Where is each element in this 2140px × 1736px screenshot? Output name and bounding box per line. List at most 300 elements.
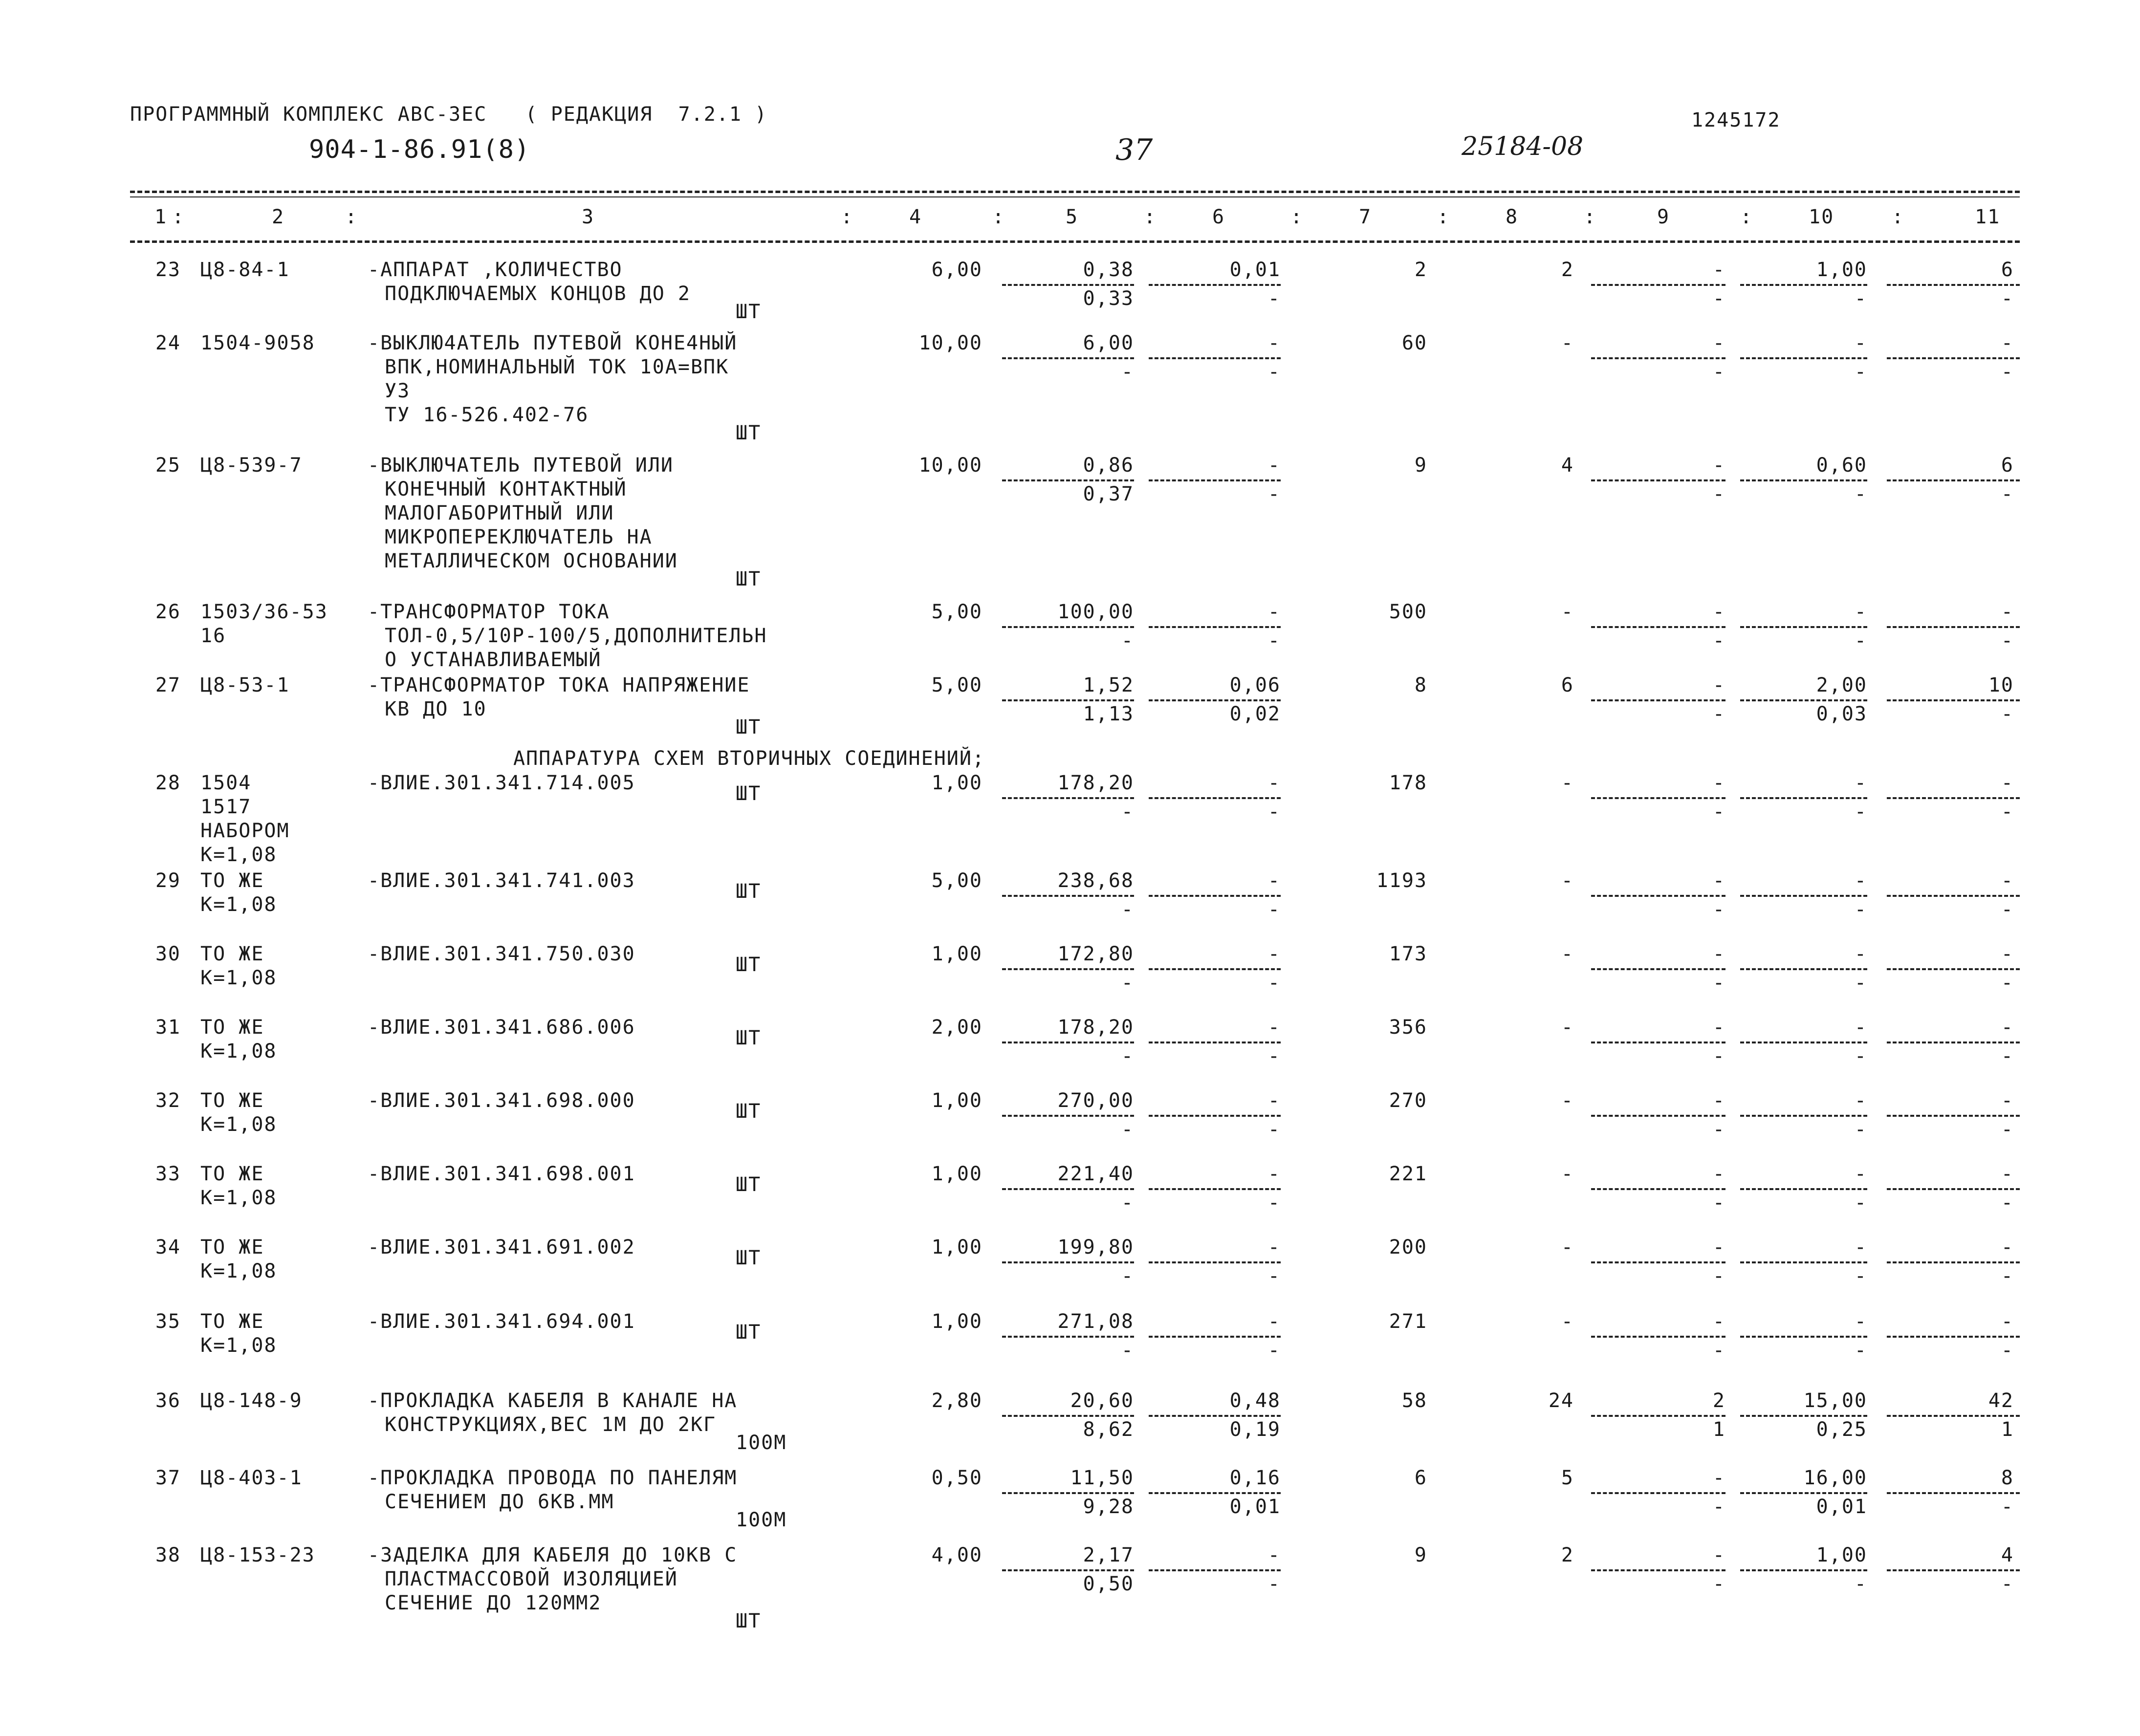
c6-divider [1149, 357, 1281, 359]
c6-divider [1149, 895, 1281, 897]
row-c9-bottom: - [1712, 703, 1725, 725]
c10-divider [1740, 1261, 1867, 1263]
row-c5-bottom: 0,50 [1083, 1573, 1134, 1595]
row-c7: 9 [1414, 1544, 1427, 1566]
c10-divider [1740, 1492, 1867, 1494]
row-c9-top: - [1712, 259, 1725, 281]
row-description: МИКРОПЕРЕКЛЮЧАТЕЛЬ НА [385, 526, 653, 548]
c5-divider [1002, 895, 1134, 897]
row-description: -ВЛИЕ.301.341.741.003 [368, 869, 635, 892]
row-c11-top: 6 [2001, 454, 2014, 477]
row-number: 33 [155, 1163, 181, 1185]
row-c7: 500 [1389, 601, 1427, 623]
row-c5-top: 178,20 [1057, 772, 1134, 794]
c9-divider [1591, 626, 1725, 628]
row-c7: 178 [1389, 772, 1427, 794]
row-code: 16 [200, 625, 226, 647]
c11-divider [1887, 797, 2020, 799]
row-quantity: 4,00 [931, 1544, 983, 1566]
row-quantity: 5,00 [931, 869, 983, 892]
c9-divider [1591, 1261, 1725, 1263]
row-c8: 2 [1561, 259, 1574, 281]
row-c7: 6 [1414, 1467, 1427, 1489]
c11-divider [1887, 284, 2020, 286]
row-c5-bottom: - [1121, 1118, 1134, 1141]
row-code: 1503/36-53 [200, 601, 328, 623]
row-c9-bottom: - [1712, 287, 1725, 310]
row-c11-bottom: - [2001, 1118, 2014, 1141]
column-separator: : [1144, 206, 1157, 228]
row-code: К=1,08 [200, 1334, 277, 1357]
row-c6-bottom: - [1267, 1573, 1281, 1595]
row-c5-top: 238,68 [1057, 869, 1134, 892]
c6-divider [1149, 1188, 1281, 1190]
row-c6-bottom: - [1267, 801, 1281, 823]
row-code: Ц8-153-23 [200, 1544, 315, 1566]
row-c5-top: 0,38 [1083, 259, 1134, 281]
row-c9-bottom: 1 [1712, 1418, 1725, 1441]
row-c8: - [1561, 943, 1574, 965]
c10-divider [1740, 895, 1867, 897]
c6-divider [1149, 1115, 1281, 1117]
row-quantity: 6,00 [931, 259, 983, 281]
row-description: -ВЛИЕ.301.341.694.001 [368, 1310, 635, 1333]
row-c10-top: 15,00 [1803, 1389, 1867, 1412]
row-description: ПОДКЛЮЧАЕМЫХ КОНЦОВ ДО 2 [385, 282, 691, 305]
row-c9-bottom: - [1712, 898, 1725, 921]
row-c7: 173 [1389, 943, 1427, 965]
row-description: СЕЧЕНИЕ ДО 120ММ2 [385, 1592, 602, 1614]
row-c11-bottom: - [2001, 287, 2014, 310]
c9-divider [1591, 1188, 1725, 1190]
row-c6-top: - [1267, 332, 1281, 354]
c10-divider [1740, 479, 1867, 481]
column-separator: : [1290, 206, 1304, 228]
row-c6-top: - [1267, 454, 1281, 477]
c11-divider [1887, 479, 2020, 481]
row-c5-top: 221,40 [1057, 1163, 1134, 1185]
row-c5-top: 1,52 [1083, 674, 1134, 696]
c9-divider [1591, 357, 1725, 359]
handwritten-code: 25184-08 [1462, 132, 1584, 161]
c5-divider [1002, 1336, 1134, 1338]
c11-divider [1887, 1042, 2020, 1043]
c5-divider [1002, 1569, 1134, 1571]
row-code: 1504 [200, 772, 252, 794]
row-c10-top: - [1854, 601, 1867, 623]
row-c6-top: - [1267, 869, 1281, 892]
row-unit: ШТ [736, 954, 762, 976]
row-code: ТО ЖЕ [200, 943, 264, 965]
row-quantity: 1,00 [931, 1310, 983, 1333]
row-number: 36 [155, 1389, 181, 1412]
column-separator: : [172, 206, 185, 228]
row-unit: ШТ [736, 301, 762, 323]
c11-divider [1887, 1261, 2020, 1263]
c6-divider [1149, 1261, 1281, 1263]
row-number: 24 [155, 332, 181, 354]
row-c9-bottom: - [1712, 483, 1725, 505]
row-c11-top: 42 [1988, 1389, 2014, 1412]
row-c5-bottom: - [1121, 361, 1134, 383]
row-c6-bottom: - [1267, 361, 1281, 383]
row-quantity: 2,80 [931, 1389, 983, 1412]
c5-divider [1002, 357, 1134, 359]
c5-divider [1002, 1492, 1134, 1494]
c11-divider [1887, 1188, 2020, 1190]
c10-divider [1740, 284, 1867, 286]
row-unit: ШТ [736, 1321, 762, 1344]
row-c11-bottom: - [2001, 972, 2014, 994]
row-c6-bottom: 0,19 [1229, 1418, 1281, 1441]
c5-divider [1002, 797, 1134, 799]
row-c5-bottom: - [1121, 1045, 1134, 1067]
row-c11-top: - [2001, 869, 2014, 892]
row-c8: - [1561, 1016, 1574, 1039]
row-c9-bottom: - [1712, 629, 1725, 652]
row-c6-bottom: - [1267, 1192, 1281, 1214]
row-quantity: 10,00 [918, 454, 983, 477]
c10-divider [1740, 1569, 1867, 1571]
row-code: ТО ЖЕ [200, 1163, 264, 1185]
row-c11-top: - [2001, 943, 2014, 965]
row-c10-bottom: - [1854, 801, 1867, 823]
row-c7: 58 [1401, 1389, 1427, 1412]
row-description: -ВЛИЕ.301.341.698.000 [368, 1089, 635, 1112]
row-unit: ШТ [736, 568, 762, 590]
row-description: КОНСТРУКЦИЯХ,ВЕС 1М ДО 2КГ [385, 1413, 717, 1436]
row-description: ТУ 16-526.402-76 [385, 404, 589, 426]
c6-divider [1149, 968, 1281, 970]
row-unit: ШТ [736, 1610, 762, 1632]
column-separator: : [1584, 206, 1597, 228]
c6-divider [1149, 479, 1281, 481]
c10-divider [1740, 968, 1867, 970]
row-description: КОНЕЧНЫЙ КОНТАКТНЫЙ [385, 478, 627, 500]
c11-divider [1887, 1115, 2020, 1117]
c6-divider [1149, 1492, 1281, 1494]
c6-divider [1149, 284, 1281, 286]
row-code: НАБОРОМ [200, 820, 290, 842]
row-code: Ц8-53-1 [200, 674, 290, 696]
row-c9-top: - [1712, 943, 1725, 965]
row-number: 25 [155, 454, 181, 477]
c6-divider [1149, 626, 1281, 628]
row-unit: ШТ [736, 716, 762, 738]
row-c11-bottom: - [2001, 1192, 2014, 1214]
c11-divider [1887, 1336, 2020, 1338]
row-description: -ЗАДЕЛКА ДЛЯ КАБЕЛЯ ДО 10КВ С [368, 1544, 738, 1566]
c5-divider [1002, 968, 1134, 970]
row-code: Ц8-539-7 [200, 454, 303, 477]
row-c5-top: 172,80 [1057, 943, 1134, 965]
column-header-11: 11 [1975, 206, 2001, 228]
row-c8: - [1561, 1310, 1574, 1333]
row-c6-top: 0,16 [1229, 1467, 1281, 1489]
row-quantity: 1,00 [931, 1089, 983, 1112]
row-description: КВ ДО 10 [385, 698, 487, 720]
column-separator: : [1437, 206, 1450, 228]
row-c9-bottom: - [1712, 801, 1725, 823]
row-number: 28 [155, 772, 181, 794]
c11-divider [1887, 357, 2020, 359]
column-header-10: 10 [1809, 206, 1834, 228]
row-c7: 1193 [1376, 869, 1427, 892]
row-c11-bottom: - [2001, 1339, 2014, 1362]
row-description: -ВЛИЕ.301.341.714.005 [368, 772, 635, 794]
row-c11-bottom: - [2001, 1496, 2014, 1518]
row-c7: 271 [1389, 1310, 1427, 1333]
row-c10-bottom: - [1854, 898, 1867, 921]
c11-divider [1887, 1492, 2020, 1494]
row-c6-bottom: - [1267, 972, 1281, 994]
row-c5-top: 270,00 [1057, 1089, 1134, 1112]
column-header-1: 1 [154, 206, 168, 228]
c9-divider [1591, 1336, 1725, 1338]
row-c11-top: - [2001, 1016, 2014, 1039]
row-description: О УСТАНАВЛИВАЕМЫЙ [385, 649, 602, 671]
row-c10-bottom: 0,25 [1816, 1418, 1867, 1441]
row-c6-top: - [1267, 772, 1281, 794]
row-c5-top: 178,20 [1057, 1016, 1134, 1039]
row-unit: 100М [736, 1509, 787, 1531]
column-separator: : [992, 206, 1005, 228]
c9-divider [1591, 968, 1725, 970]
row-c5-top: 20,60 [1070, 1389, 1134, 1412]
c10-divider [1740, 1336, 1867, 1338]
row-quantity: 1,00 [931, 1163, 983, 1185]
row-c6-top: 0,01 [1229, 259, 1281, 281]
row-c10-top: 16,00 [1803, 1467, 1867, 1489]
row-c11-bottom: - [2001, 483, 2014, 505]
row-c9-top: - [1712, 1163, 1725, 1185]
row-c5-top: 100,00 [1057, 601, 1134, 623]
row-code: ТО ЖЕ [200, 1310, 264, 1333]
c6-divider [1149, 699, 1281, 701]
row-number: 32 [155, 1089, 181, 1112]
row-description: -ТРАНСФОРМАТОР ТОКА НАПРЯЖЕНИЕ [368, 674, 750, 696]
row-c9-top: - [1712, 772, 1725, 794]
program-line: ПРОГРАММНЫЙ КОМПЛЕКС АВС-3ЕС ( РЕДАКЦИЯ 7.2.1 ) [130, 103, 768, 126]
row-c10-bottom: - [1854, 1192, 1867, 1214]
row-unit: ШТ [736, 1100, 762, 1123]
row-c5-bottom: - [1121, 898, 1134, 921]
row-c10-bottom: 0,01 [1816, 1496, 1867, 1518]
c10-divider [1740, 1415, 1867, 1417]
row-c11-top: - [2001, 1163, 2014, 1185]
row-number: 37 [155, 1467, 181, 1489]
row-c10-top: - [1854, 1089, 1867, 1112]
row-c5-bottom: 9,28 [1083, 1496, 1134, 1518]
row-c7: 200 [1389, 1236, 1427, 1259]
row-c9-bottom: - [1712, 1192, 1725, 1214]
row-c5-bottom: 8,62 [1083, 1418, 1134, 1441]
c5-divider [1002, 1042, 1134, 1043]
row-c9-top: - [1712, 869, 1725, 892]
c6-divider [1149, 1569, 1281, 1571]
row-description: ТОЛ-0,5/10Р-100/5,ДОПОЛНИТЕЛЬН [385, 625, 767, 647]
row-c10-top: 2,00 [1816, 674, 1867, 696]
row-c10-bottom: - [1854, 1045, 1867, 1067]
row-c9-bottom: - [1712, 1339, 1725, 1362]
c10-divider [1740, 1042, 1867, 1043]
c9-divider [1591, 797, 1725, 799]
c9-divider [1591, 1042, 1725, 1043]
c10-divider [1740, 357, 1867, 359]
row-description: -ВЫКЛЮЧАТЕЛЬ ПУТЕВОЙ ИЛИ [368, 454, 674, 477]
document-code: 904-1-86.91(8) [309, 135, 530, 164]
row-quantity: 5,00 [931, 601, 983, 623]
row-number: 27 [155, 674, 181, 696]
row-c6-top: - [1267, 1544, 1281, 1566]
row-code: ТО ЖЕ [200, 1236, 264, 1259]
c6-divider [1149, 1415, 1281, 1417]
c5-divider [1002, 479, 1134, 481]
row-c10-bottom: - [1854, 1265, 1867, 1287]
row-number: 38 [155, 1544, 181, 1566]
row-c11-bottom: - [2001, 1265, 2014, 1287]
row-number: 23 [155, 259, 181, 281]
row-code: ТО ЖЕ [200, 1089, 264, 1112]
row-number: 35 [155, 1310, 181, 1333]
row-code: К=1,08 [200, 1040, 277, 1063]
row-unit: 100М [736, 1432, 787, 1454]
row-c9-bottom: - [1712, 361, 1725, 383]
row-number: 34 [155, 1236, 181, 1259]
row-c5-top: 271,08 [1057, 1310, 1134, 1333]
row-c11-bottom: - [2001, 898, 2014, 921]
c11-divider [1887, 1569, 2020, 1571]
column-header-6: 6 [1212, 206, 1225, 228]
row-c8: 24 [1548, 1389, 1574, 1412]
row-c9-bottom: - [1712, 1045, 1725, 1067]
row-c5-top: 11,50 [1070, 1467, 1134, 1489]
row-c5-bottom: - [1121, 1339, 1134, 1362]
document-number: 1245172 [1691, 109, 1781, 131]
c9-divider [1591, 1569, 1725, 1571]
row-c6-bottom: - [1267, 483, 1281, 505]
row-description: -ВЛИЕ.301.341.698.001 [368, 1163, 635, 1185]
row-unit: ШТ [736, 1247, 762, 1270]
row-c11-top: - [2001, 1236, 2014, 1259]
row-c6-top: - [1267, 1089, 1281, 1112]
row-c10-bottom: - [1854, 1339, 1867, 1362]
row-number: 26 [155, 601, 181, 623]
row-c9-top: - [1712, 601, 1725, 623]
row-c5-top: 199,80 [1057, 1236, 1134, 1259]
c11-divider [1887, 968, 2020, 970]
c11-divider [1887, 626, 2020, 628]
row-number: 31 [155, 1016, 181, 1039]
row-description: У3 [385, 380, 411, 402]
row-c8: - [1561, 332, 1574, 354]
column-header-7: 7 [1359, 206, 1372, 228]
row-c8: - [1561, 601, 1574, 623]
row-c5-bottom: 1,13 [1083, 703, 1134, 725]
column-header-8: 8 [1506, 206, 1519, 228]
row-description: -ПРОКЛАДКА ПРОВОДА ПО ПАНЕЛЯМ [368, 1467, 738, 1489]
row-code: Ц8-148-9 [200, 1389, 303, 1412]
row-quantity: 5,00 [931, 674, 983, 696]
row-c9-bottom: - [1712, 972, 1725, 994]
row-c10-bottom: - [1854, 629, 1867, 652]
row-code: К=1,08 [200, 1187, 277, 1209]
row-c10-top: - [1854, 772, 1867, 794]
row-description: -АППАРАТ ,КОЛИЧЕСТВО [368, 259, 623, 281]
row-c9-top: - [1712, 454, 1725, 477]
row-c11-top: - [2001, 1089, 2014, 1112]
row-unit: ШТ [736, 880, 762, 903]
row-c6-top: 0,06 [1229, 674, 1281, 696]
row-c7: 9 [1414, 454, 1427, 477]
row-c9-top: - [1712, 1236, 1725, 1259]
row-c5-top: 6,00 [1083, 332, 1134, 354]
row-c8: - [1561, 1089, 1574, 1112]
row-c5-bottom: 0,37 [1083, 483, 1134, 505]
row-c6-top: - [1267, 601, 1281, 623]
row-c5-top: 2,17 [1083, 1544, 1134, 1566]
c10-divider [1740, 797, 1867, 799]
c10-divider [1740, 1188, 1867, 1190]
row-c11-top: 10 [1988, 674, 2014, 696]
row-c8: - [1561, 772, 1574, 794]
row-c6-bottom: - [1267, 1339, 1281, 1362]
row-c6-bottom: 0,01 [1229, 1496, 1281, 1518]
c5-divider [1002, 1415, 1134, 1417]
column-header-3: 3 [582, 206, 595, 228]
c10-divider [1740, 1115, 1867, 1117]
row-c10-bottom: - [1854, 483, 1867, 505]
row-c10-bottom: - [1854, 287, 1867, 310]
row-c8: - [1561, 1163, 1574, 1185]
row-c11-top: - [2001, 772, 2014, 794]
row-unit: ШТ [736, 422, 762, 444]
row-c7: 2 [1414, 259, 1427, 281]
c6-divider [1149, 797, 1281, 799]
row-c11-bottom: - [2001, 1045, 2014, 1067]
row-description: МЕТАЛЛИЧЕСКОМ ОСНОВАНИИ [385, 550, 678, 572]
row-c9-top: 2 [1712, 1389, 1725, 1412]
row-description: МАЛОГАБОРИТНЫЙ ИЛИ [385, 502, 614, 524]
row-c9-top: - [1712, 674, 1725, 696]
row-code: Ц8-84-1 [200, 259, 290, 281]
row-c8: 5 [1561, 1467, 1574, 1489]
row-c6-top: - [1267, 1236, 1281, 1259]
c9-divider [1591, 284, 1725, 286]
row-c10-bottom: - [1854, 1118, 1867, 1141]
row-c11-top: - [2001, 332, 2014, 354]
row-c5-bottom: - [1121, 629, 1134, 652]
row-c8: 6 [1561, 674, 1574, 696]
row-c5-top: 0,86 [1083, 454, 1134, 477]
row-code: К=1,08 [200, 967, 277, 989]
column-header-4: 4 [909, 206, 922, 228]
c10-divider [1740, 626, 1867, 628]
row-description: ВПК,НОМИНАЛЬНЫЙ ТОК 10А=ВПК [385, 356, 729, 378]
c9-divider [1591, 1115, 1725, 1117]
column-separator: : [1740, 206, 1753, 228]
row-description: -ПРОКЛАДКА КАБЕЛЯ В КАНАЛЕ НА [368, 1389, 738, 1412]
page-number: 37 [1115, 133, 1153, 167]
row-c10-top: 0,60 [1816, 454, 1867, 477]
row-c9-bottom: - [1712, 1496, 1725, 1518]
c5-divider [1002, 626, 1134, 628]
row-code: К=1,08 [200, 893, 277, 916]
row-c5-bottom: - [1121, 801, 1134, 823]
row-unit: ШТ [736, 1173, 762, 1196]
row-code: 1504-9058 [200, 332, 315, 354]
row-c11-bottom: - [2001, 629, 2014, 652]
